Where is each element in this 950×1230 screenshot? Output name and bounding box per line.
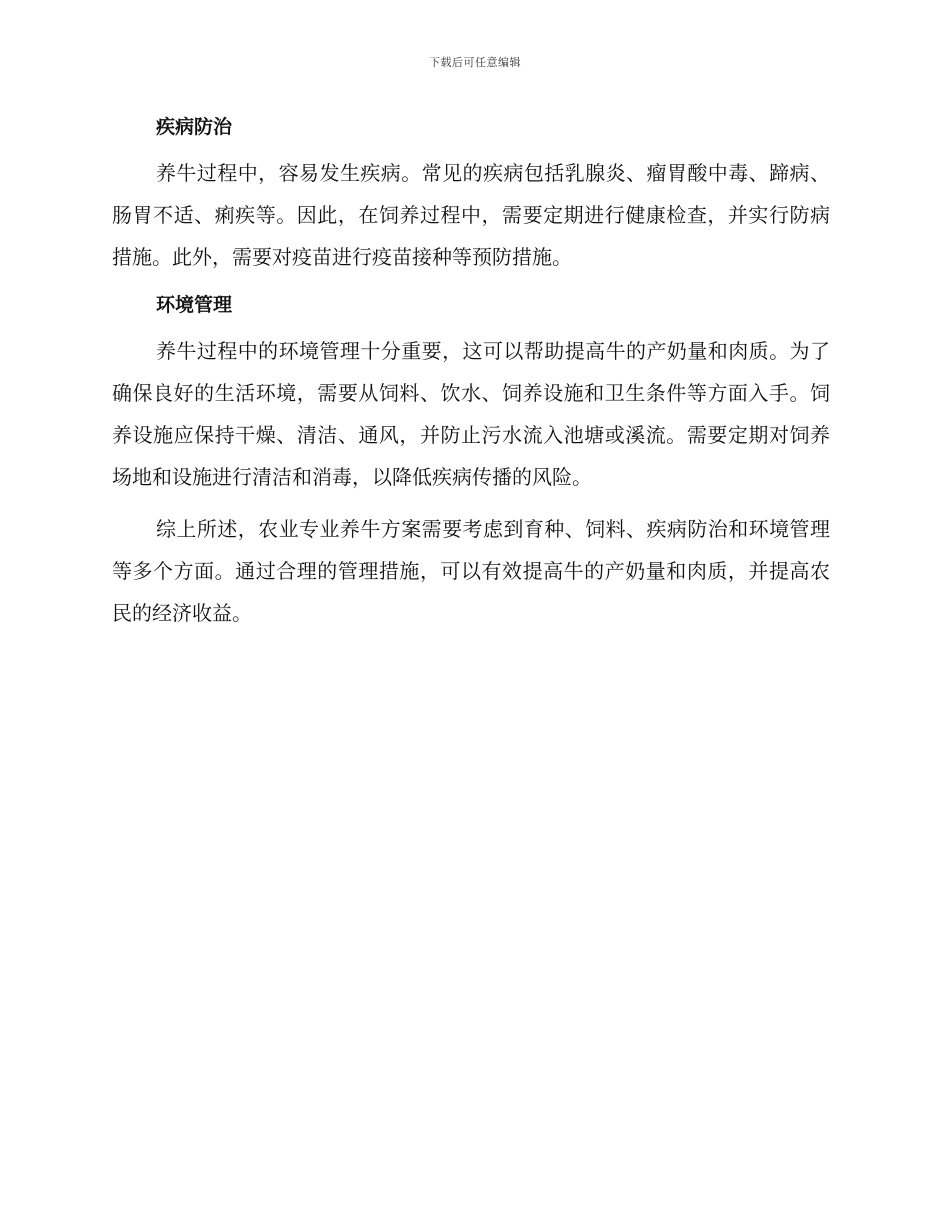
section-heading-environment-management: 环境管理 bbox=[156, 294, 233, 316]
section-paragraph-disease-prevention: 养牛过程中，容易发生疾病。常见的疾病包括乳腺炎、瘤胃酸中毒、蹄病、肠胃不适、痢疾等。因此，在饲养过程中，需要定期进行健康检查，并实行防病措施。此外，需要对疫苗进行疫苗接种等预防措施。 bbox=[112, 161, 830, 269]
section-paragraph-environment-management: 养牛过程中的环境管理十分重要，这可以帮助提高牛的产奶量和肉质。为了确保良好的生活环境，需要从饲料、饮水、饲养设施和卫生条件等方面入手。饲养设施应保持干燥、清洁、通风，并防止污水流入池塘或溪流。需要定期对饲养场地和设施进行清洁和消毒，以降低疾病传播的风险。 bbox=[112, 339, 830, 489]
section-heading-disease-prevention: 疾病防治 bbox=[156, 116, 233, 138]
document-body bbox=[112, 110, 830, 644]
page-header: 下载后可任意编辑 bbox=[429, 56, 521, 69]
conclusion-paragraph: 综上所述，农业专业养牛方案需要考虑到育种、饲料、疾病防治和环境管理等多个方面。通过合理的管理措施，可以有效提高牛的产奶量和肉质，并提高农民的经济收益。 bbox=[112, 517, 830, 625]
